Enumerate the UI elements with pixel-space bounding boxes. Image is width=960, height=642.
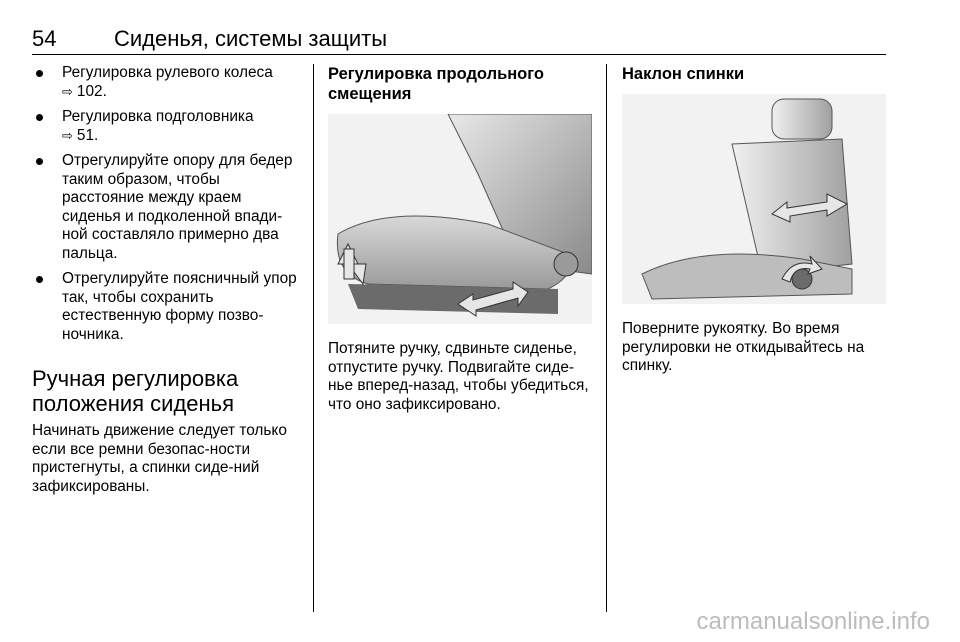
backrest-tilt-illustration <box>622 94 886 304</box>
page-reference[interactable]: ⇨ 102. <box>62 82 107 100</box>
seat-slide-icon <box>328 114 592 324</box>
subsection-heading: Регулировка продольного смещения <box>328 65 544 103</box>
section-title: Ручная регулировка положения сиденья <box>32 366 239 416</box>
bullet-icon <box>36 114 43 121</box>
backrest-tilt-icon <box>622 94 886 304</box>
page-title: Сиденья, системы защиты <box>114 26 388 51</box>
instruction-text: Поверните рукоятку. Во время регулировки не откидывайтесь на спинку. <box>622 320 865 374</box>
page-header <box>32 26 886 55</box>
bullet-list <box>32 64 302 344</box>
list-item: Регулировка рулевого колеса ⇨ 102. <box>32 64 302 101</box>
subsection-heading: Наклон спинки <box>622 65 745 83</box>
list-item: Отрегулируйте опору для бедер таким образом, чтобы расстояние между краем сиденья и подколенной впади-ной составляло примерно два пальца. <box>32 152 302 263</box>
bullet-icon <box>36 276 43 283</box>
bullet-icon <box>36 70 43 77</box>
column-divider <box>313 64 314 612</box>
column-divider <box>606 64 607 612</box>
watermark: carmanualsonline.info <box>696 608 930 635</box>
column-2 <box>328 64 598 414</box>
instruction-text: Потяните ручку, сдвиньте сиденье, отпустите ручку. Подвигайте сиде-нье вперед-назад, чтобы убедиться, что оно зафиксировано. <box>328 340 589 413</box>
section-text: Начинать движение следует только если все ремни безопас-ности пристегнуты, а спинки сиде-ний зафиксированы. <box>32 422 287 495</box>
seat-longitudinal-illustration <box>328 114 592 324</box>
page-reference[interactable]: ⇨ 51. <box>62 126 99 144</box>
page-number: 54 <box>32 26 57 51</box>
list-item: Регулировка подголовника ⇨ 51. <box>32 108 302 145</box>
list-item: Отрегулируйте поясничный упор так, чтобы сохранить естественную форму позво-ночника. <box>32 270 302 344</box>
column-3 <box>622 64 892 376</box>
column-1 <box>32 64 302 496</box>
arrow-reference-icon: ⇨ <box>62 83 73 99</box>
arrow-reference-icon: ⇨ <box>62 127 73 143</box>
bullet-icon <box>36 158 43 165</box>
